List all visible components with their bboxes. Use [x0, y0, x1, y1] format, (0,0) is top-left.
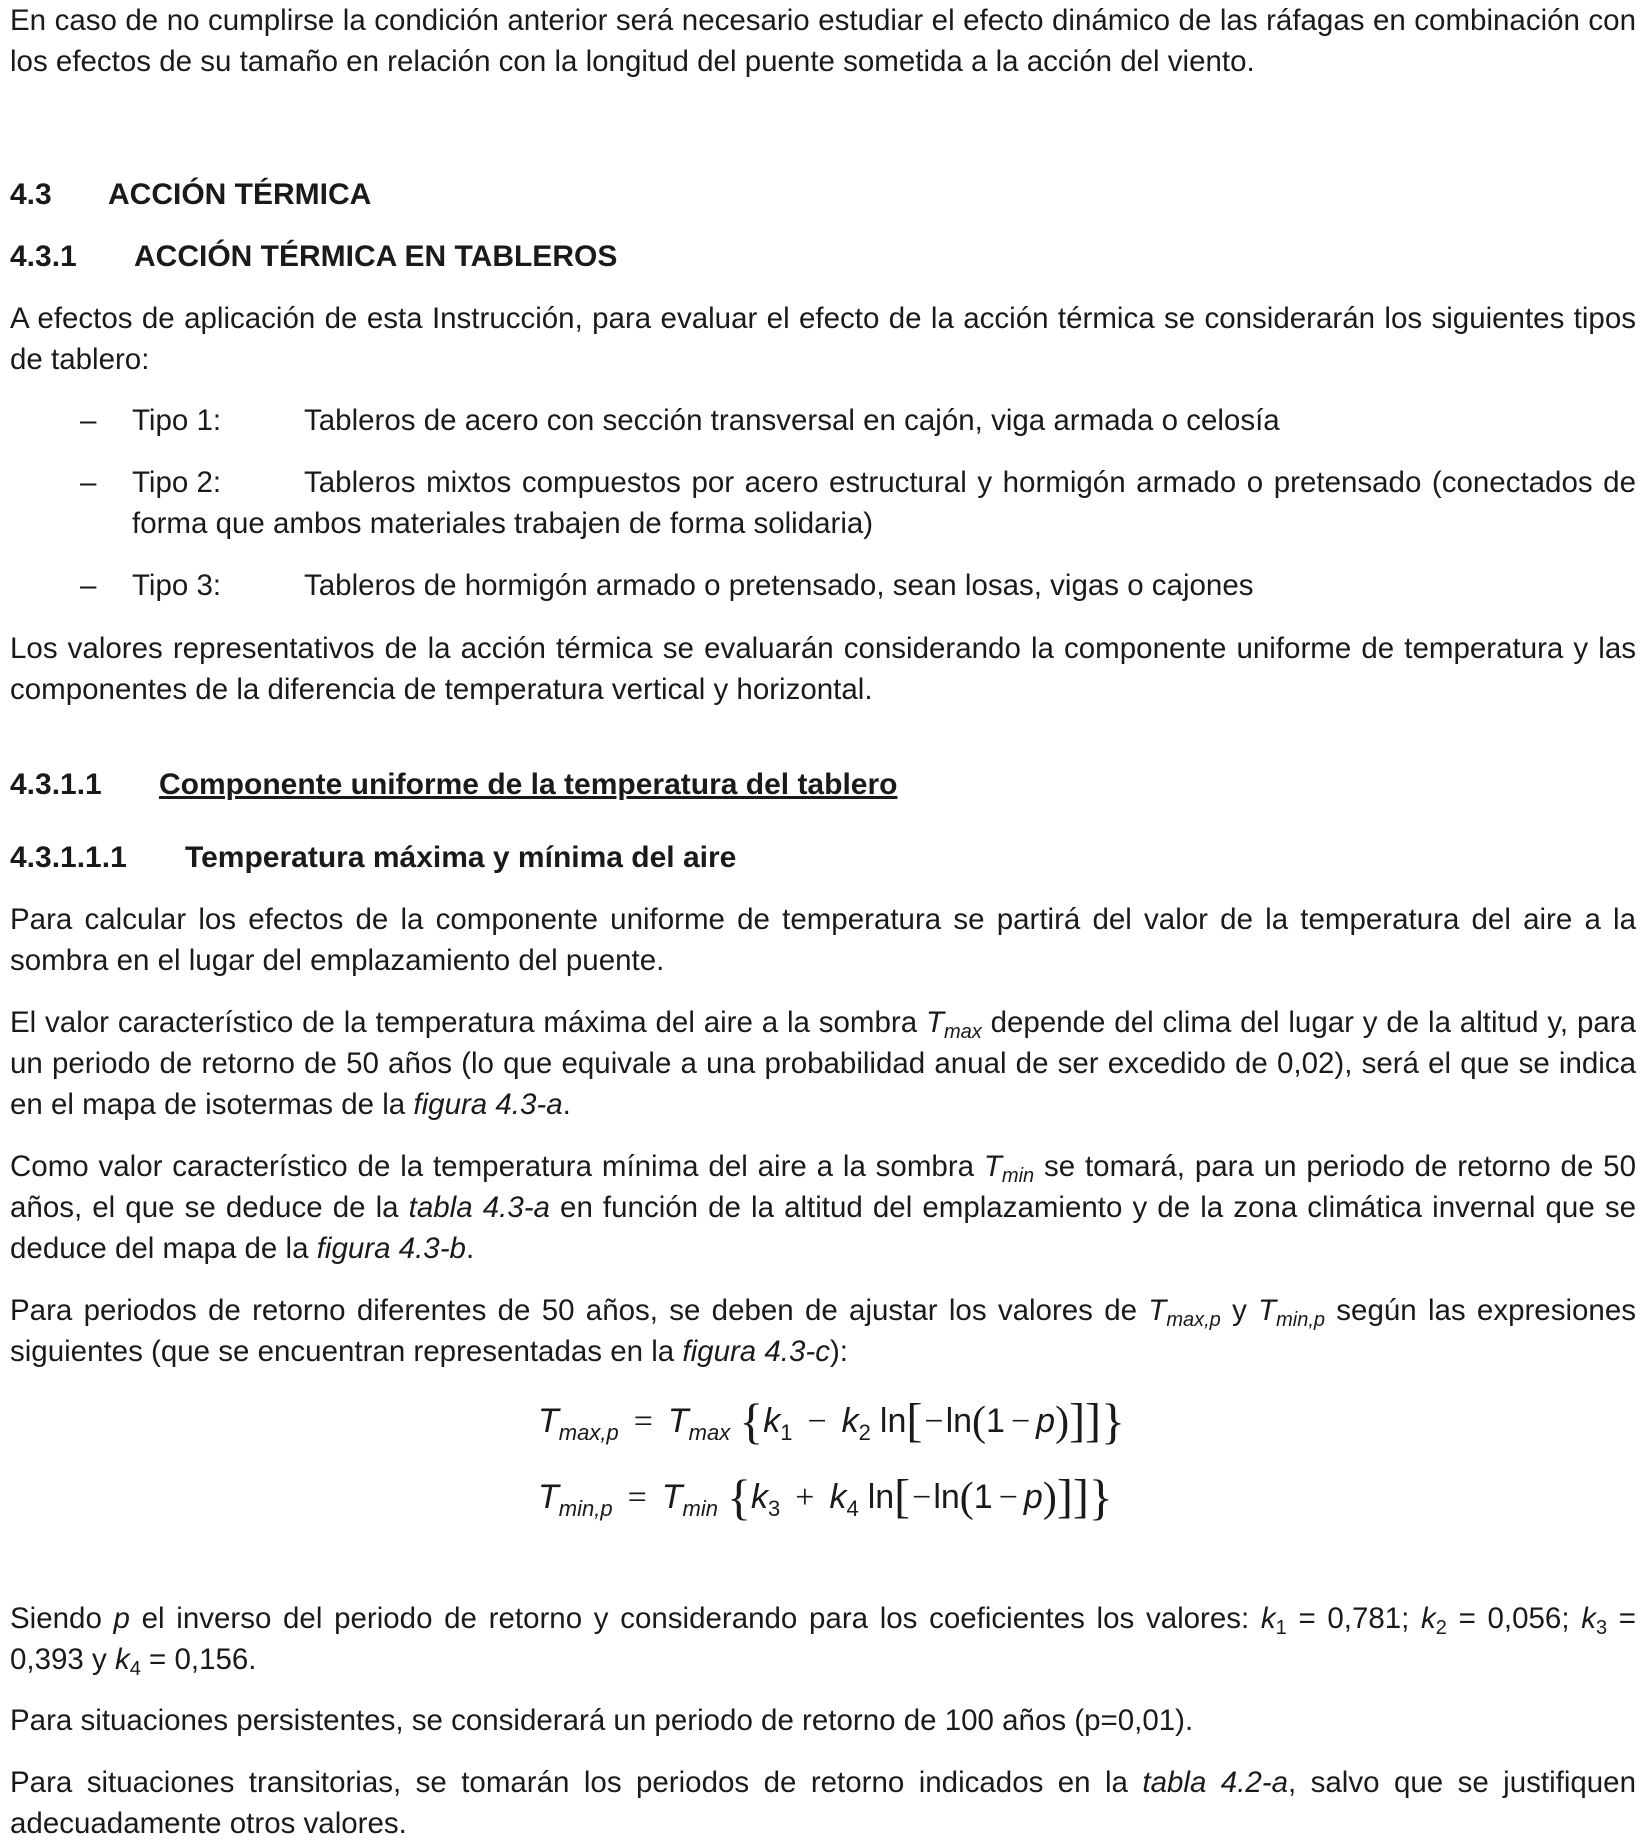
right-paren: ) [1042, 1475, 1057, 1521]
ln-function: ln [879, 1402, 907, 1440]
paragraph-transitorias [10, 1762, 1636, 1844]
symbol-tmax [925, 1006, 982, 1043]
left-bracket: [ [894, 1470, 911, 1523]
heading-title: ACCIÓN TÉRMICA EN TABLEROS [134, 240, 618, 273]
symbol-tmin [983, 1150, 1035, 1187]
minus-sign: − [807, 1403, 827, 1440]
list-item [80, 462, 1636, 544]
text-run: Para situaciones transitorias, se tomarán los periodos de retorno indicados en la [10, 1766, 1143, 1799]
heading-number: 4.3.1 [10, 240, 77, 273]
symbol-subscript: 1 [780, 1420, 793, 1445]
symbol-letter: T [1148, 1294, 1167, 1327]
paragraph-persistentes: Para situaciones persistentes, se considerará un periodo de retorno de 100 años (p=0,01). [10, 1704, 1194, 1737]
symbol-letter: k [763, 1402, 781, 1440]
text-run: Como valor característico de la temperatura mínima del aire a la sombra [10, 1150, 984, 1183]
list-item [80, 565, 1636, 606]
left-brace: { [739, 1393, 764, 1449]
coef-value: = 0,156. [140, 1643, 257, 1676]
heading-title: Temperatura máxima y mínima del aire [185, 841, 737, 874]
heading-number: 4.3.1.1 [10, 768, 102, 801]
text-run: El valor característico de la temperatura máxima del aire a la sombra [10, 1006, 926, 1039]
heading-number: 4.3.1.1.1 [10, 841, 127, 874]
symbol-letter: T [1258, 1294, 1277, 1327]
plus-sign: + [795, 1479, 815, 1516]
number-one: 1 [986, 1402, 1005, 1440]
text-run: . [562, 1088, 571, 1121]
symbol-letter: T [538, 1478, 559, 1516]
text-run: . [465, 1232, 475, 1265]
symbol-letter: T [538, 1402, 559, 1440]
symbol-subscript: min,p [1276, 1309, 1326, 1331]
right-brace: } [1101, 1393, 1126, 1449]
figure-reference: figura 4.3-b [316, 1232, 466, 1265]
text-run: Siendo [10, 1602, 114, 1635]
symbol-p: p [113, 1602, 130, 1635]
coef-k1 [763, 1402, 793, 1445]
table-reference: tabla 4.3-a [408, 1191, 550, 1224]
right-brace: } [1088, 1469, 1113, 1525]
symbol-subscript: 3 [768, 1496, 781, 1521]
symbol-subscript: max [688, 1420, 731, 1445]
list-dash: – [80, 569, 97, 602]
tipo-list [10, 400, 1636, 606]
formula-tmax [667, 1402, 731, 1445]
figure-reference: figura 4.3-a [413, 1088, 563, 1121]
tipo-label: Tipo 1: [132, 404, 222, 437]
paragraph-tipos: A efectos de aplicación de esta Instrucción, para evaluar el efecto de la acción térmica se considerarán los siguientes tipos de tablero: [10, 302, 1636, 376]
symbol-subscript: 1 [1275, 1617, 1287, 1639]
minus-sign: − [1010, 1403, 1031, 1440]
tipo-text: Tableros de hormigón armado o pretensado, sean losas, vigas o cajones [304, 569, 1254, 602]
heading-number: 4.3 [10, 178, 52, 211]
symbol-letter: T [925, 1006, 944, 1039]
text-run: , salvo que se justifiquen adecuadamente otros valores. [10, 1766, 1636, 1840]
number-one: 1 [973, 1478, 993, 1516]
coef-value: = 0,056; [1446, 1602, 1582, 1635]
symbol-letter: k [114, 1643, 130, 1676]
minus-sign: − [912, 1479, 932, 1516]
minus-sign: − [998, 1479, 1018, 1516]
coef-k3 [751, 1478, 781, 1521]
tipo-label: Tipo 2: [132, 466, 222, 499]
text-run: el inverso del periodo de retorno y considerando para los coeficientes los valores: [129, 1602, 1261, 1635]
symbol-subscript: max [943, 1021, 982, 1043]
left-paren: ( [972, 1399, 987, 1445]
left-paren: ( [959, 1475, 974, 1521]
symbol-subscript: max,p [1166, 1309, 1221, 1331]
ln-function: ln [945, 1402, 973, 1440]
paragraph-periodos [10, 1290, 1636, 1372]
symbol-tminp [1258, 1294, 1326, 1331]
right-bracket: ] [1069, 1394, 1086, 1447]
paragraph-tmin [10, 1146, 1636, 1269]
symbol-subscript: min [682, 1496, 718, 1521]
text-run: depende del clima del lugar y de la altitud y, para un periodo de retorno de 50 años (lo que equivale a una probabilidad anual de ser excedido de 0,02), será el que se indica en el mapa de isotermas de la [10, 1006, 1636, 1121]
symbol-subscript: min,p [558, 1496, 613, 1521]
symbol-subscript: 4 [129, 1658, 141, 1680]
symbol-letter: k [829, 1478, 847, 1516]
heading-title: Componente uniforme de la temperatura del tablero [159, 768, 898, 801]
symbol-p: p [1023, 1478, 1043, 1516]
paragraph-calcular: Para calcular los efectos de la componente uniforme de temperatura se partirá del valor de la temperatura del aire a la sombra en el lugar del emplazamiento del puente. [10, 903, 1636, 977]
symbol-letter: k [1581, 1602, 1596, 1635]
right-bracket: ] [1072, 1470, 1089, 1523]
formula-tminp [538, 1469, 1125, 1548]
heading-4-3-1 [10, 236, 617, 277]
symbol-subscript: max,p [558, 1420, 619, 1445]
formula-tmaxp [538, 1393, 1126, 1472]
symbol-subscript: 2 [1435, 1617, 1447, 1639]
symbol-subscript: min [1001, 1165, 1035, 1187]
tipo-label: Tipo 3: [132, 569, 222, 602]
symbol-letter: k [1260, 1602, 1276, 1635]
list-dash: – [80, 466, 97, 499]
list-item-body [132, 565, 1636, 606]
coef-value: = 0,393 y [10, 1602, 1636, 1676]
list-dash: – [80, 404, 97, 437]
formula-lhs [538, 1478, 613, 1521]
symbol-letter: k [751, 1478, 768, 1516]
left-brace: { [727, 1469, 751, 1525]
list-item [80, 400, 1636, 441]
symbol-tmaxp [1148, 1294, 1221, 1331]
paragraph-valores: Los valores representativos de la acción térmica se evaluarán considerando la componente uniforme de temperatura y las componentes de la diferencia de temperatura vertical y horizontal. [10, 632, 1636, 706]
symbol-subscript: 3 [1595, 1617, 1608, 1639]
paragraph-tmax [10, 1002, 1636, 1125]
equals-sign: = [633, 1403, 653, 1440]
symbol-subscript: 4 [846, 1496, 859, 1521]
formula-tmin [661, 1478, 718, 1521]
text-run: se tomará, para un periodo de retorno de 50 años, el que se deduce de la [10, 1150, 1636, 1224]
symbol-letter: T [983, 1150, 1002, 1183]
symbol-letter: k [1421, 1602, 1436, 1635]
heading-4-3-1-1 [10, 764, 897, 805]
heading-4-3 [10, 174, 371, 215]
right-paren: ) [1055, 1399, 1070, 1445]
coef-value: = 0,781; [1286, 1602, 1422, 1635]
symbol-letter: T [661, 1478, 683, 1516]
left-bracket: [ [906, 1394, 923, 1447]
list-item-body [132, 462, 1636, 544]
figure-reference: figura 4.3-c [682, 1335, 830, 1368]
text-run: y [1220, 1294, 1259, 1327]
right-bracket: ] [1056, 1470, 1073, 1523]
minus-sign: − [924, 1403, 944, 1440]
list-item-body [132, 400, 1636, 441]
tipo-text: Tableros de acero con sección transversal en cajón, viga armada o celosía [304, 404, 1280, 437]
text-run: según las expresiones siguientes (que se encuentran representadas en la [10, 1294, 1636, 1368]
equals-sign: = [627, 1479, 647, 1516]
tipo-text: Tableros mixtos compuestos por acero estructural y hormigón armado o pretensado (conectados de forma que ambos materiales trabajen de forma solidaria) [132, 466, 1636, 540]
formula-lhs [538, 1402, 619, 1445]
symbol-letter: k [841, 1402, 859, 1440]
symbol-subscript: 2 [858, 1420, 871, 1445]
text-run: ): [829, 1335, 849, 1368]
ln-function: ln [867, 1478, 895, 1516]
paragraph-intro: En caso de no cumplirse la condición anterior será necesario estudiar el efecto dinámico de las ráfagas en combinación con los efectos de su tamaño en relación con la longitud del puente sometida a la acción del viento. [10, 4, 1636, 78]
ln-function: ln [933, 1478, 960, 1516]
symbol-p: p [1036, 1402, 1056, 1440]
text-run: en función de la altitud del emplazamiento y de la zona climática invernal que se deduce del mapa de la [10, 1191, 1636, 1265]
paragraph-siendo [10, 1598, 1636, 1680]
coef-k2 [841, 1402, 871, 1445]
heading-4-3-1-1-1 [10, 837, 736, 878]
symbol-letter: T [667, 1402, 689, 1440]
coef-k4 [829, 1478, 859, 1521]
text-run: Para periodos de retorno diferentes de 50 años, se deben de ajustar los valores de [10, 1294, 1149, 1327]
formula-block [538, 1393, 1126, 1548]
right-bracket: ] [1085, 1394, 1102, 1447]
heading-title: ACCIÓN TÉRMICA [108, 178, 372, 211]
table-reference: tabla 4.2-a [1142, 1766, 1289, 1799]
